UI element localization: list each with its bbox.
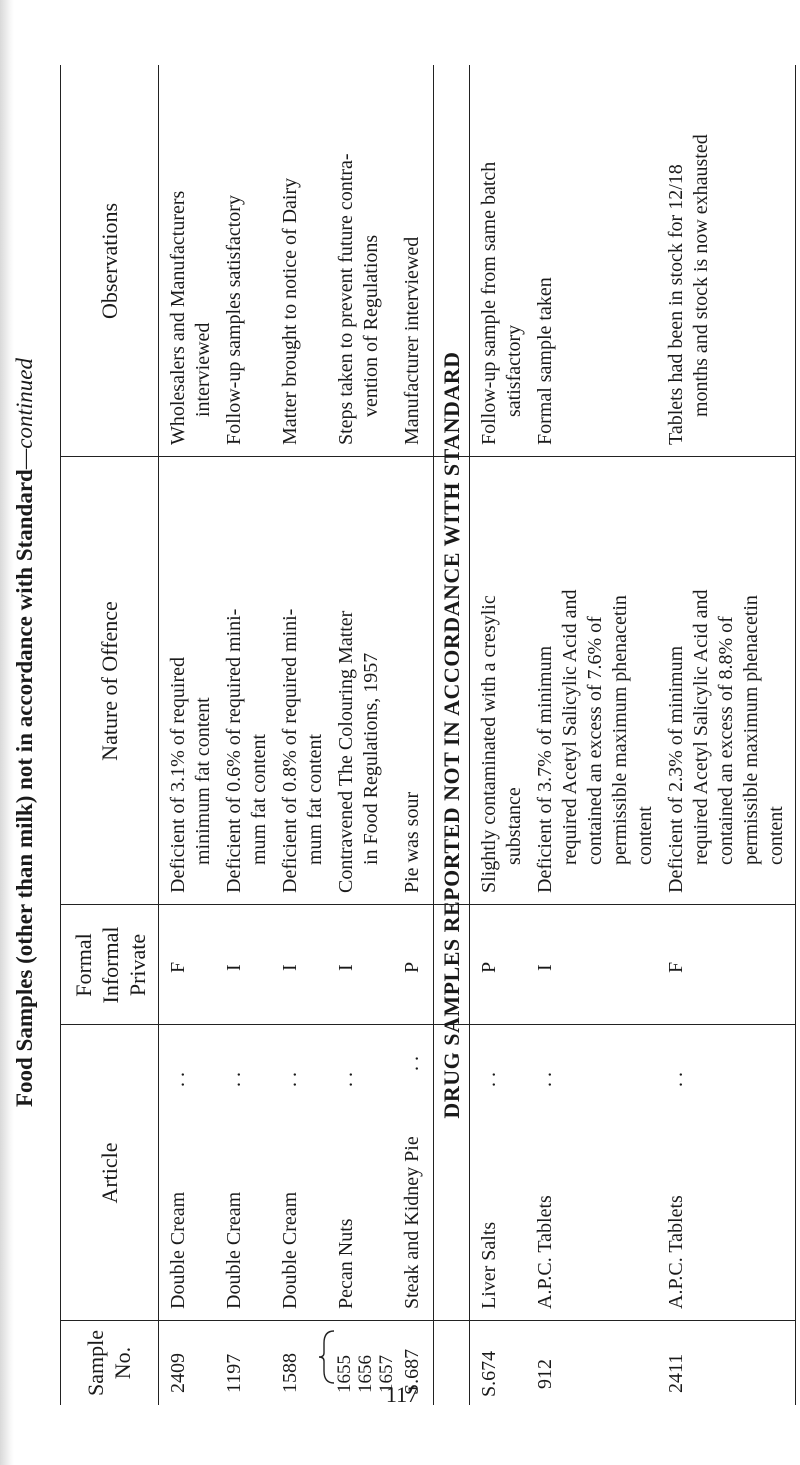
- food-row-4-obs-line1: Steps taken to prevent future contra-: [335, 153, 357, 445]
- drug-row-2-nature-line1: Deficient of 3.7% of minimum: [534, 645, 556, 893]
- food-row-5-type: P: [401, 961, 423, 973]
- drug-row-3-nature-line1: Deficient of 2.3% of minimum: [665, 645, 687, 893]
- table-top-rule: [60, 65, 61, 1405]
- drug-row-2-nature-line4: permissible maximum phenacetin: [609, 595, 631, 865]
- drug-row-1-obs-line2: satisfactory: [503, 324, 525, 417]
- drug-row-1-leader: . .: [478, 1072, 500, 1087]
- header-sample-no-line1: Sample: [83, 1330, 108, 1396]
- page-number: 117: [385, 1382, 419, 1407]
- col-sep-4: [60, 456, 795, 457]
- drug-row-1-article: Liver Salts: [478, 1221, 500, 1309]
- food-row-3-nature-line1: Deficient of 0.8% of required mini-: [279, 608, 301, 893]
- food-row-3-leader: . .: [279, 1072, 301, 1087]
- drug-section-rule: [433, 65, 434, 1405]
- food-row-2-sample: 1197: [223, 1353, 245, 1393]
- food-row-1-nature-line2: minimum fat content: [192, 697, 214, 865]
- header-article: Article: [97, 1142, 122, 1204]
- col-sep-1: [60, 1320, 795, 1321]
- col-sep-3: [60, 904, 795, 905]
- food-row-1-type: F: [167, 961, 189, 973]
- food-row-2-nature-line1: Deficient of 0.6% of required mini-: [223, 608, 245, 893]
- drug-row-2-nature-line2: required Acetyl Salicylic Acid and: [559, 589, 581, 865]
- page-title: [12, 0, 38, 1465]
- drug-row-3-type: F: [665, 961, 687, 973]
- food-row-5-obs-line1: Manufacturer interviewed: [401, 236, 423, 445]
- food-row-5-leader: . .: [401, 1056, 423, 1071]
- food-row-3-type: I: [279, 964, 301, 971]
- drug-row-2-obs-line1: Formal sample taken: [534, 277, 556, 445]
- food-row-4-nature-line1: Contravened The Colouring Matter: [335, 610, 357, 893]
- drug-row-1-nature-line1: Slightly contaminated with a cresylic: [478, 595, 500, 893]
- food-row-2-nature-line2: mum fat content: [248, 733, 270, 865]
- drug-row-3-nature-line2: required Acetyl Salicylic Acid and: [690, 589, 712, 865]
- food-row-4-sample: 1655 1656 1657: [334, 1355, 397, 1393]
- food-row-2-type: I: [223, 964, 245, 971]
- food-row-2-obs-line1: Follow-up samples satisfactory: [223, 195, 245, 445]
- drug-row-3-obs-line1: Tablets had been in stock for 12/18: [665, 164, 687, 445]
- header-sample-no: [82, 1321, 136, 1405]
- header-private: Private: [125, 933, 150, 997]
- food-row-1-obs-line1: Wholesalers and Manufacturers: [167, 190, 189, 445]
- drug-row-3-article: A.P.C. Tablets: [665, 1195, 687, 1309]
- drug-row-1-nature-line2: substance: [503, 787, 525, 865]
- food-row-5-nature-line1: Pie was sour: [401, 791, 423, 893]
- food-row-4-article: Pecan Nuts: [335, 1218, 357, 1309]
- drug-row-2-article: A.P.C. Tablets: [534, 1195, 556, 1309]
- header-observations: Observations: [97, 202, 122, 320]
- food-row-2-leader: . .: [223, 1072, 245, 1087]
- drug-row-2-type: I: [534, 964, 556, 971]
- drug-row-2-nature-line5: content: [634, 806, 656, 865]
- drug-row-3-nature-line4: permissible maximum phenacetin: [740, 595, 762, 865]
- header-formal-informal-private: [70, 905, 151, 1025]
- title-main: Food Samples (other than milk) not in accordance with Standard: [12, 469, 37, 1108]
- food-row-5-article: Steak and Kidney Pie: [401, 1136, 423, 1309]
- food-row-5-sample: S.687: [401, 1348, 423, 1395]
- food-row-4-type: I: [335, 964, 357, 971]
- food-row-1-obs-line2: interviewed: [192, 322, 214, 417]
- drug-row-1-sample: S.674: [478, 1350, 500, 1397]
- drug-row-3-leader: . .: [665, 1072, 687, 1087]
- drug-row-3-nature-line5: content: [765, 806, 787, 865]
- drug-row-2-nature-line3: contained an excess of 7.6% of: [584, 616, 606, 865]
- food-row-1-nature-line1: Deficient of 3.1% of required: [167, 656, 189, 893]
- food-row-3-obs-line1: Matter brought to notice of Dairy: [279, 177, 301, 445]
- food-row-4-obs-line2: vention of Regulations: [360, 234, 382, 417]
- drug-heading-rule: [469, 65, 470, 1405]
- food-row-4-nature-line2: in Food Regulations, 1957: [360, 652, 382, 865]
- header-nature-of-offence: Nature of Offence: [97, 601, 122, 761]
- table-bottom-rule: [795, 65, 796, 1405]
- header-sample-no-line2: No.: [110, 1346, 135, 1380]
- header-rule: [158, 65, 159, 1405]
- drug-row-2-leader: . .: [534, 1072, 556, 1087]
- header-informal: Informal: [98, 926, 123, 1004]
- drug-row-3-sample: 2411: [665, 1353, 687, 1393]
- drug-section-heading: DRUG SAMPLES REPORTED NOT IN ACCORDANCE WITH STANDARD: [439, 351, 464, 1119]
- drug-row-1-type: P: [478, 961, 500, 973]
- drug-row-3-obs-line2: months and stock is now exhausted: [690, 134, 712, 417]
- drug-row-2-sample: 912: [534, 1359, 556, 1389]
- drug-row-1-obs-line1: Follow-up sample from same batch: [478, 161, 500, 445]
- drug-row-3-nature-line3: contained an excess of 8.8% of: [715, 616, 737, 865]
- food-row-3-nature-line2: mum fat content: [304, 733, 326, 865]
- title-suffix: —continued: [12, 357, 37, 470]
- food-row-3-sample: 1588: [279, 1353, 301, 1393]
- food-row-1-article: Double Cream: [167, 1191, 189, 1309]
- food-row-4-leader: . .: [335, 1072, 357, 1087]
- samples-table: [60, 65, 795, 1405]
- food-row-1-leader: . .: [167, 1072, 189, 1087]
- food-row-1-sample: 2409: [167, 1353, 189, 1393]
- food-row-3-article: Double Cream: [279, 1191, 301, 1309]
- food-row-2-article: Double Cream: [223, 1191, 245, 1309]
- col-sep-2: [60, 1024, 795, 1025]
- header-formal: Formal: [71, 933, 96, 997]
